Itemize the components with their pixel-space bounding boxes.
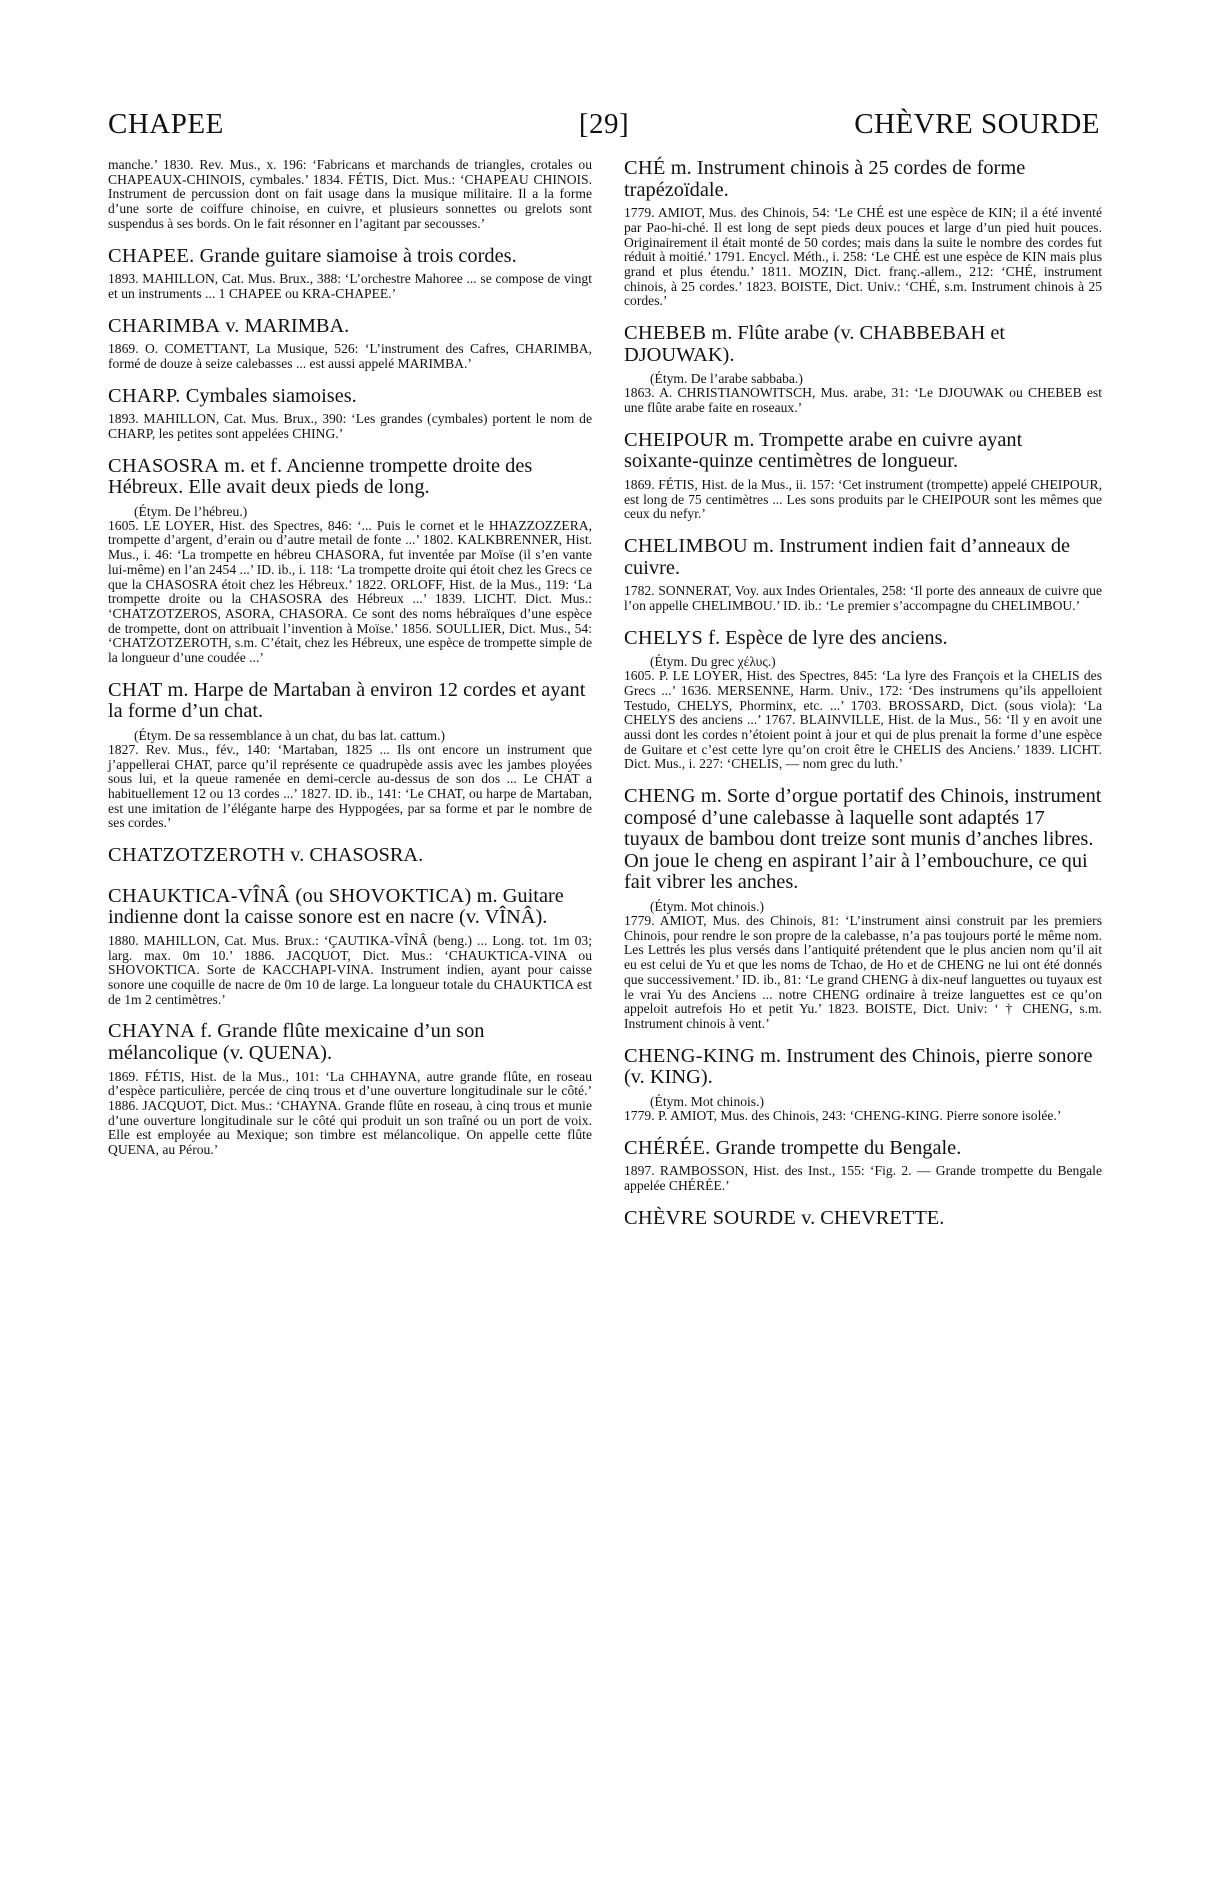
entry-headword (108, 246, 592, 268)
headword-definition: m. Harpe de Martaban à environ 12 cordes et ayant la forme d’un chat. (108, 678, 586, 723)
entry-headword (624, 786, 1102, 894)
entry-spacer (108, 302, 592, 316)
entry-etymology: (Étym. De sa ressemblance à un chat, du bas lat. cattum.) (134, 727, 446, 743)
headword-lemma: CHENG-KING (624, 1044, 755, 1067)
headword-definition: m. Instrument des Chinois, pierre sonore (v. KING). (624, 1044, 1093, 1089)
entry-etymology: (Étym. De l’hébreu.) (134, 503, 248, 519)
entry-citations: 1880. MAHILLON, Cat. Mus. Brux.: ‘ÇAUTIKA-VÎNÂ (beng.) ... Long. tot. 1m 03; larg. max. 0m 10.’ 1886. JACQUOT, Dict. Mus.: ‘CHAUKTICA-VINA ou SHOVOKTICA. Sorte de KACCHAPI-VINA. Instrument indien, ayant pour caisse sonore une coquille de nacre de 0m 10 de large. La longueur totale du CHAUKTICA est de 1m 2 centimètres.’ (108, 932, 592, 1007)
entry-spacer (624, 522, 1102, 536)
entry-headword (108, 316, 592, 338)
headword-definition: f. Espèce de lyre des anciens. (703, 626, 948, 649)
headword-definition: m. Instrument indien fait d’anneaux de cuivre. (624, 535, 1071, 579)
entry-spacer (108, 1007, 592, 1021)
entry-headword (624, 1208, 1102, 1230)
entry-spacer (624, 1032, 1102, 1046)
headword-definition: m. Trompette arabe en cuivre ayant soixante-quinze centimètres de longueur. (624, 428, 1023, 473)
entry-headword (624, 158, 1102, 201)
entry-citations: 1897. RAMBOSSON, Hist. des Inst., 155: ‘Fig. 2. — Grande trompette du Bengale appelée CHÉRÉE.’ (624, 1163, 1102, 1193)
entry-etymology: (Étym. De l’arabe sabbaba.) (650, 371, 803, 387)
entry-headword (108, 845, 592, 867)
entry-etymology: (Étym. Mot chinois.) (650, 1093, 765, 1109)
entry-headword (108, 386, 592, 408)
entry-citations: 1782. SONNERAT, Voy. aux Indes Orientales, 258: ‘Il porte des anneaux de cuivre que l’on appelle CHELIMBOU.’ ID. ib.: ‘Le premier s’accompagne du CHELIMBOU.’ (624, 583, 1102, 613)
entry-etymology: (Étym. Mot chinois.) (650, 899, 765, 915)
headword-lemma: CHAUKTICA-VÎNÂ (ou SHOVOKTICA) (108, 884, 472, 907)
entry-citations: 1827. Rev. Mus., fév., 140: ‘Martaban, 1825 ... Ils ont encore un instrument que j’appellerai CHAT, parce qu’il représente ce quadrupède assis avec les jambes ployées sous lui, et la queue ramenée en demi-cercle au-dessus de son dos ... Le CHAT a habituellement 12 ou 13 cordes ...’ 1827. ID. ib., 141: ‘Le CHAT, ou harpe de Martaban, est une imitation de l’élégante harpe des Hyppogées, par sa forme et par le nombre de ses cordes.’ (108, 741, 592, 831)
headword-lemma: CHAT (108, 678, 163, 701)
headword-definition: m. Guitare indienne dont la caisse sonore est en nacre (v. VÎNÂ). (108, 884, 564, 929)
entry-spacer (624, 309, 1102, 323)
entry-citations: 1779. P. AMIOT, Mus. des Chinois, 243: ‘CHENG-KING. Pierre sonore isolée.’ (624, 1107, 1062, 1123)
headword-definition: f. Grande flûte mexicaine d’un son mélancolique (v. QUENA). (108, 1020, 485, 1065)
entry-headword (624, 323, 1102, 366)
entry-spacer (624, 1124, 1102, 1138)
headword-definition: m. Flûte arabe (v. CHABBEBAH et DJOUWAK). (624, 322, 1006, 366)
entry-spacer (108, 666, 592, 680)
left-column (108, 158, 592, 1158)
entry-spacer (108, 232, 592, 246)
headword-lemma: CHELIMBOU (624, 535, 748, 557)
headword-lemma: CHEBEB (624, 322, 707, 345)
headword-lemma: CHARP. (108, 384, 181, 407)
right-column (624, 158, 1102, 1234)
entry-citations: 1869. FÉTIS, Hist. de la Mus., ii. 157: ‘Cet instrument (trompette) appelé CHEIPOUR, est long de 75 centimètres ... Les sons produits par le CHEIPOUR sont les mêmes que ceux du nefyr.’ (624, 476, 1102, 522)
entry-spacer (624, 416, 1102, 430)
entry-spacer (108, 831, 592, 845)
headword-lemma: CHENG (624, 785, 696, 808)
entry-citations: manche.’ 1830. Rev. Mus., x. 196: ‘Fabricans et marchands de triangles, crotales ou CHAPEAUX-CHINOIS, cymbales.’ 1834. FÉTIS, Dict. Mus.: ‘CHAPEAU CHINOIS. Instrument de percussion dont on fait usage dans la musique militaire. Il a la forme d’une sorte de coiffure chinoise, en cuivre, et plusieurs sonnettes ou grelots sont suspendus à ses bords. On le fait résonner en l’agitant par secousses.’ (108, 157, 592, 231)
headword-definition: Grande trompette du Bengale. (710, 1136, 962, 1159)
entry-citations: 1869. O. COMETTANT, La Musique, 526: ‘L’instrument des Cafres, CHARIMBA, formé de douze à seize calebasses ... est aussi appelé MARIMBA.’ (108, 341, 592, 371)
running-head-left: CHAPEE (108, 108, 224, 140)
entry-headword (624, 536, 1102, 579)
entry-citations: 1779. AMIOT, Mus. des Chinois, 54: ‘Le CHÉ est une espèce de KIN; il a été inventé par Pao-hi-ché. Il est long de sept pieds deux pouces et large d’un pied huit pouces. Originairement il était monté de 50 cordes; mais dans la suite le nombre des cordes fut réduit à moitié.’ 1791. Encycl. Méth., i. 258: ‘Le CHÉ est une espèce de KIN mais plus grand et plus étendu.’ 1811. MOZIN, Dict. franç.-allem., 212: ‘CHÉ, instrument chinois, à 25 cordes.’ 1823. BOISTE, Dict. Univ.: ‘CHÉ, s.m. Instrument chinois à 25 cordes.’ (624, 205, 1102, 309)
entry-citations: 1779. AMIOT, Mus. des Chinois, 81: ‘L’instrument ainsi construit par les premiers Chinois, pour rendre le son propre de la calebasse, n’a pas toujours porté le même nom. Les Lettrés les plus versés dans l’antiquité prétendent que le plus ancien nom qu’il ait eu est celui de Yu et que les noms de Tchao, de Ho et de CHENG ne lui ont été donnés que successivement.’ ID. ib., 81: ‘Le grand CHENG à dix-neuf languettes ou tuyaux est le vrai Yu des Anciens ... notre CHENG ordinaire à treize languettes est ce qu’on appeloit autrefois Ho et petit Yu.’ 1823. BOISTE, Dict. Univ: ‘ † CHENG, s.m. Instrument chinois à vent.’ (624, 913, 1102, 1031)
entry-spacer (108, 442, 592, 456)
entry-citations: 1605. P. LE LOYER, Hist. des Spectres, 845: ‘La lyre des François et la CHELIS des Grecs ...’ 1636. MERSENNE, Harm. Univ., 172: ‘Des instrumens qu’ils appelloient Testudo, CHELYS, Phorminx, etc. ...’ 1703. BROSSARD, Dict. (sous viola): ‘La CHELYS des anciens ...’ 1767. BLAINVILLE, Hist. de la Mus., 56: ‘Il y en avoit une aussi dont les cordes n’étoient point à jour et qui de plus prenait la forme d’une espèce de Guitare et c’est cette lyre qu’on croit être le CHELIS des Anciens.’ 1839. LICHT. Dict. Mus., i. 227: ‘CHELIS, — nom grec du luth.’ (624, 668, 1102, 772)
headword-lemma: CHASOSRA (108, 454, 220, 477)
entry-headword (624, 430, 1102, 473)
entry-headword (624, 1046, 1102, 1089)
entry-citations: 1893. MAHILLON, Cat. Mus. Brux., 390: ‘Les grandes (cymbales) portent le nom de CHARP, les petites sont appelées CHING.’ (108, 411, 592, 441)
headword-lemma: CHATZOTZEROTH (108, 844, 286, 867)
entry-headword (108, 456, 592, 499)
line-spacer (624, 1229, 1102, 1234)
headword-lemma: CHÈVRE SOURDE (624, 1206, 797, 1229)
headword-definition: Cymbales siamoises. (180, 384, 357, 407)
entry-headword (108, 886, 592, 929)
entry-citations: 1893. MAHILLON, Cat. Mus. Brux., 388: ‘L’orchestre Mahoree ... se compose de vingt et un instruments ... 1 CHAPEE ou KRA-CHAPEE.’ (108, 271, 592, 301)
entry-headword (624, 628, 1102, 650)
headword-lemma: CHELYS (624, 626, 704, 649)
headword-definition: m. Sorte d’orgue portatif des Chinois, instrument composé d’une calebasse à laquelle sont adaptés 17 tuyaux de bambou dont treize sont munis d’anches libres. On joue le cheng en aspirant l’air à l’embouchure, ce qui fait vibrer les anches. (624, 785, 1102, 894)
entry-spacer (624, 1194, 1102, 1208)
headword-definition: v. MARIMBA. (220, 314, 350, 337)
headword-definition: m. et f. Ancienne trompette droite des Hébreux. Elle avait deux pieds de long. (108, 454, 533, 499)
headword-lemma: CHAPEE. (108, 244, 195, 267)
entry-etymology: (Étym. Du grec χέλυς.) (650, 654, 776, 670)
headword-lemma: CHAYNA (108, 1020, 196, 1043)
entry-headword (624, 1138, 1102, 1160)
entry-citations: 1605. LE LOYER, Hist. des Spectres, 846: ‘... Puis le cornet et le HHAZZOZZERA, trompette d’argent, d’erain ou d’autre metail de fonte ...’ 1802. KALKBRENNER, Hist. Mus., i. 46: ‘La trompette en hébreu CHASORA, fut inventée par Moïse (il s’en vante lui-même) en l’an 2454 ...’ ID. ib., i. 118: ‘La trompette droite qui étoit chez les Grecs ce que la CHASOSRA étoit chez les Hébreux.’ 1822. ORLOFF, Hist. de la Mus., 119: ‘La trompette droite ou la CHASOSRA des Hébreux ...’ 1839. LICHT. Dict. Mus.: ‘CHATZOTZEROS, ASORA, CHASORA. Ce sont des noms hébraïques d’une espèce de trompette, dont on attribuait l’invention à Moïse.’ 1856. SOULLIER, Dict. Mus., 54: ‘CHATZOTZEROTH, s.m. C’était, chez les Hébreux, une espèce de trompette simple de la longueur d’une coudée ...’ (108, 517, 592, 666)
headword-definition: Grande guitare siamoise à trois cordes. (194, 244, 517, 267)
headword-definition: m. Instrument chinois à 25 cordes de forme trapézoïdale. (624, 157, 1026, 201)
running-head-right: CHÈVRE SOURDE (854, 108, 1100, 140)
entry-citations: 1869. FÉTIS, Hist. de la Mus., 101: ‘La CHHAYNA, autre grande flûte, en roseau d’espèce particulière, percée de cinq trous et d’une ouverture longitudinale sur le côté.’ 1886. JACQUOT, Dict. Mus.: ‘CHAYNA. Grande flûte en roseau, à cinq trous et munie d’une ouverture longitudinale sur le côté qui produit un son traîné ou un port de voix. Elle est employée au Mexique; son timbre est mélancolique. On appelle cette flûte QUENA, au Pérou.’ (108, 1068, 592, 1158)
page-number: [29] (578, 108, 630, 140)
headword-lemma: CHÉ (624, 157, 666, 179)
running-head (108, 108, 1100, 148)
entry-spacer (108, 872, 592, 886)
headword-definition: v. CHEVRETTE. (796, 1206, 945, 1229)
entry-headword (108, 680, 592, 723)
headword-lemma: CHÉRÉE. (624, 1136, 711, 1159)
entry-spacer (624, 614, 1102, 628)
entry-headword (108, 1021, 592, 1064)
headword-lemma: CHARIMBA (108, 314, 221, 337)
entry-citations: 1863. A. CHRISTIANOWITSCH, Mus. arabe, 31: ‘Le DJOUWAK ou CHEBEB est une flûte arabe faite en roseaux.’ (624, 385, 1102, 415)
entry-spacer (108, 372, 592, 386)
headword-definition: v. CHASOSRA. (285, 844, 424, 867)
entry-spacer (624, 772, 1102, 786)
headword-lemma: CHEIPOUR (624, 428, 729, 451)
